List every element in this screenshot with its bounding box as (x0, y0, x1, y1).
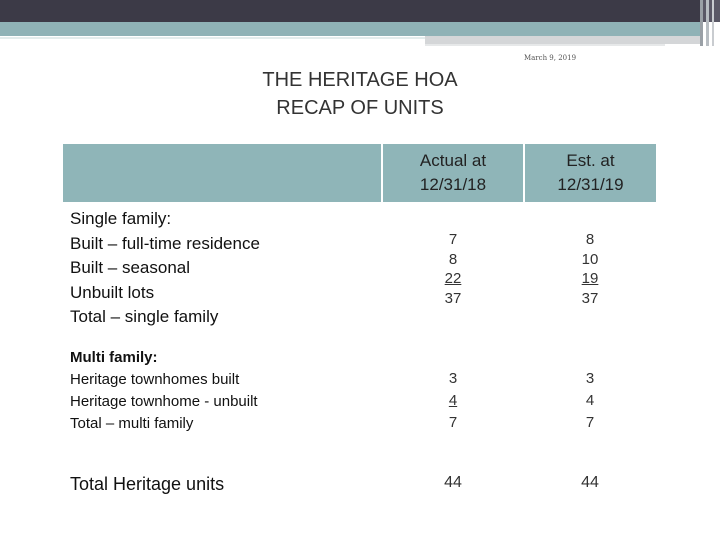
row-label: Heritage townhome - unbuilt (70, 393, 258, 410)
column-header-estimate-line1: Est. at (566, 151, 615, 170)
column-header-actual (383, 144, 523, 202)
row-label: Built – seasonal (70, 258, 191, 277)
value-cell: 7 (585, 414, 595, 431)
total-label: Total Heritage units (70, 474, 225, 494)
value-cell: 8 (585, 231, 595, 248)
multi-family-labels (70, 347, 258, 435)
value-cell: 4 (448, 392, 458, 409)
table-header-blank (63, 144, 381, 202)
column-header-estimate-line2: 12/31/19 (557, 175, 624, 194)
row-label: Built – full-time residence (70, 233, 260, 253)
header-bar-corner (700, 0, 720, 22)
header-stripe (700, 0, 703, 46)
header-stripe (706, 0, 709, 46)
value-cell: 37 (444, 289, 462, 307)
title-line-1: THE HERITAGE HOA (262, 69, 458, 91)
column-header-actual-line2: 12/31/18 (419, 175, 487, 194)
value-cell: 10 (581, 250, 599, 268)
page-title (220, 66, 500, 122)
value-cell: 8 (448, 250, 458, 268)
total-actual: 44 (444, 474, 462, 491)
column-header-estimate (525, 144, 656, 202)
header-accent (425, 36, 700, 44)
slide-date: March 9, 2019 (523, 54, 577, 62)
value-cell: 4 (585, 392, 595, 409)
value-cell: 22 (444, 270, 462, 287)
row-label: Heritage townhomes built (70, 371, 240, 388)
header-accent (425, 44, 665, 46)
value-cell: 37 (581, 289, 599, 307)
single-family-actual (413, 230, 493, 308)
total-estimate: 44 (581, 474, 599, 491)
value-cell: 3 (585, 370, 595, 387)
multi-family-heading: Multi family: (70, 349, 158, 366)
single-family-heading: Single family: (70, 209, 172, 228)
header-stripe (712, 0, 714, 46)
single-family-labels (70, 207, 260, 330)
row-label: Unbuilt lots (70, 282, 155, 302)
value-cell: 7 (448, 231, 458, 248)
row-label: Total – multi family (70, 415, 194, 432)
multi-family-actual (413, 368, 493, 434)
value-cell: 7 (448, 414, 458, 431)
header-bar-dark (0, 0, 700, 22)
row-label: Total – single family (70, 307, 219, 326)
single-family-estimate (550, 230, 630, 308)
header-bar-teal (0, 22, 700, 36)
multi-family-estimate (550, 368, 630, 434)
column-header-actual-line1: Actual at (419, 151, 487, 170)
value-cell: 19 (581, 270, 599, 287)
value-cell: 3 (448, 370, 458, 387)
title-line-2: RECAP OF UNITS (276, 97, 444, 119)
